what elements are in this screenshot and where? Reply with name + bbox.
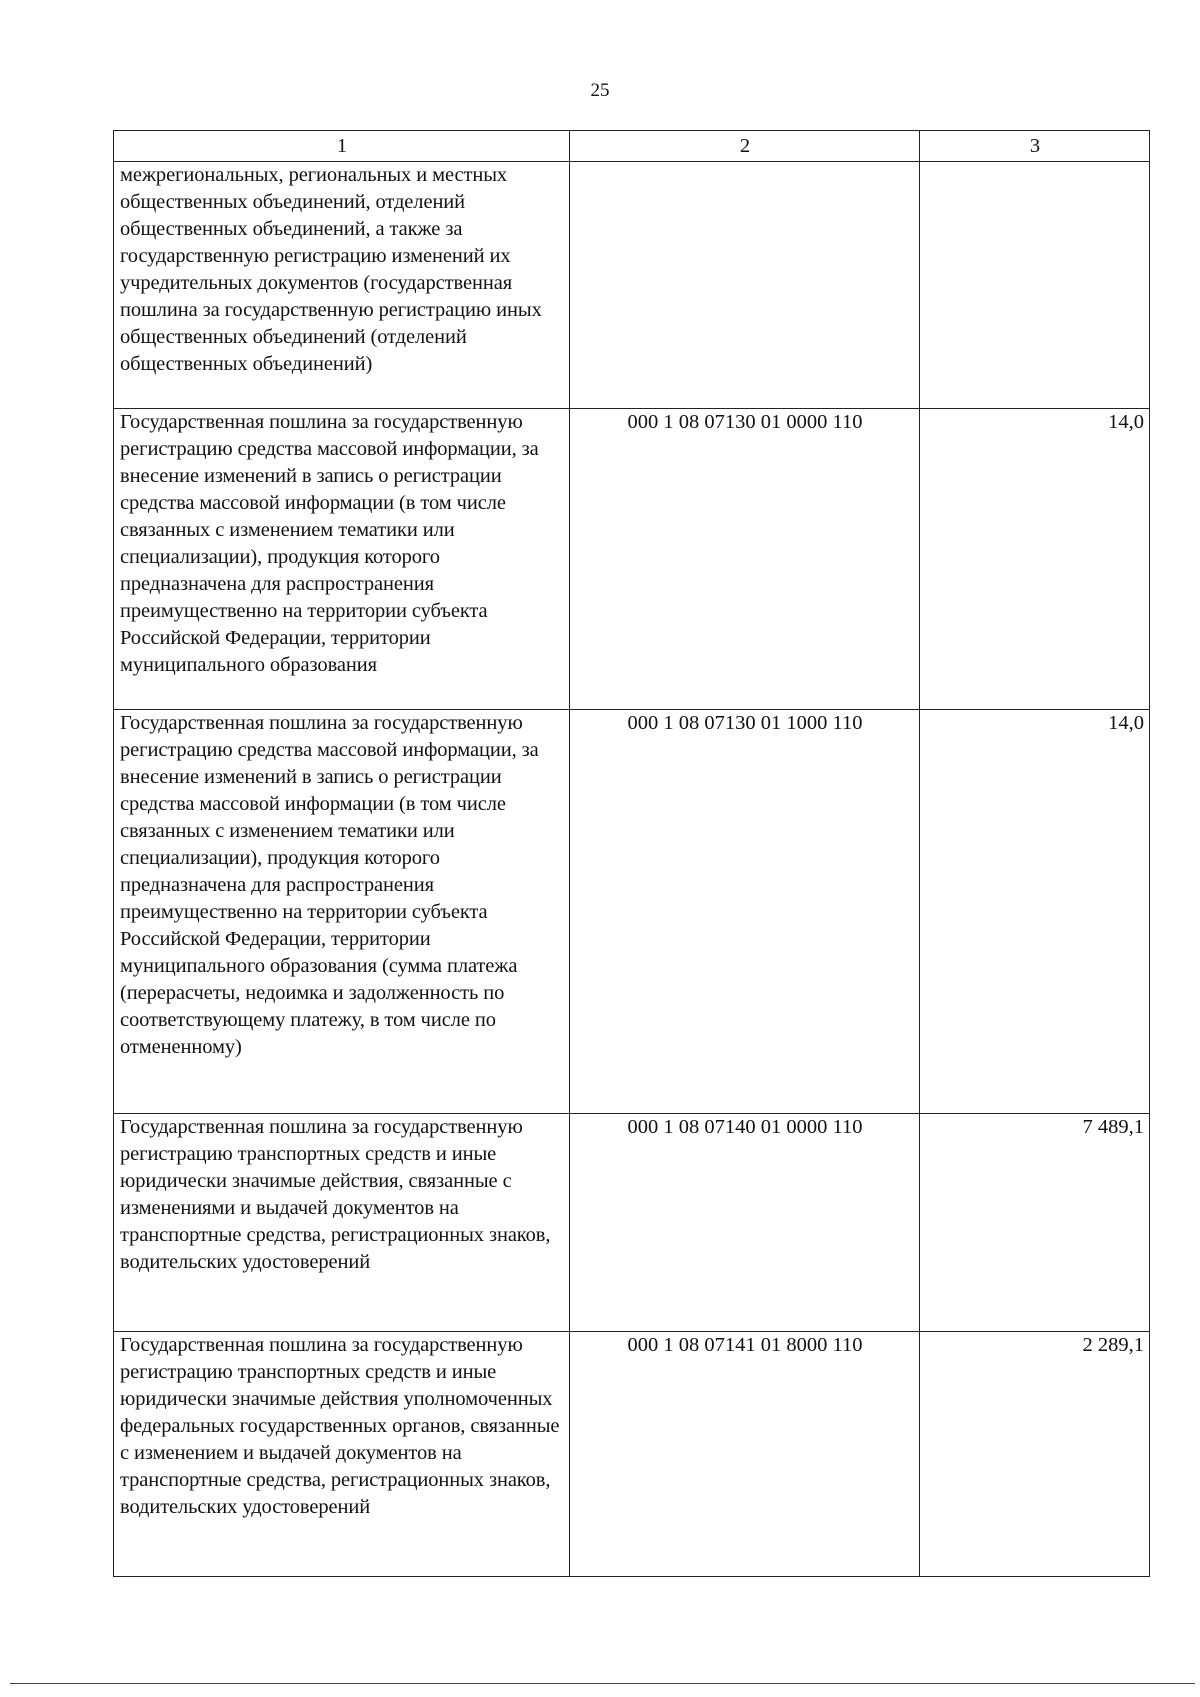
column-header-2: 2 xyxy=(570,131,920,162)
fee-description: Государственная пошлина за государственную регистрацию средства массовой информации, за внесение изменений в запись о регистрации средства массовой информации (в том числе связанных с изменением тематики или специализации), продукция которого предназначена для распространения преимущественно на территории субъекта Российской Федерации, территории муниципального образования xyxy=(114,409,570,710)
fee-description: Государственная пошлина за государственную регистрацию транспортных средств и иные юридически значимые действия уполномоченных федеральных государственных органов, связанные с изменением и выдачей документов на транспортные средства, регистрационных знаков, водительских удостоверений xyxy=(114,1332,570,1577)
budget-code: 000 1 08 07130 01 1000 110 xyxy=(570,710,920,1114)
budget-code xyxy=(570,162,920,409)
fee-description: межрегиональных, региональных и местных общественных объединений, отделений общественных объединений, а также за государственную регистрацию изменений их учредительных документов (государственная пошлина за государственную регистрацию иных общественных объединений (отделений общественных объединений) xyxy=(114,162,570,409)
table-row xyxy=(114,409,1150,710)
page-number: 25 xyxy=(590,80,610,101)
table-row xyxy=(114,1332,1150,1577)
bottom-rule xyxy=(10,1683,1195,1684)
fee-amount xyxy=(920,162,1150,409)
fee-table xyxy=(113,130,1150,1577)
budget-code: 000 1 08 07141 01 8000 110 xyxy=(570,1332,920,1577)
budget-code: 000 1 08 07130 01 0000 110 xyxy=(570,409,920,710)
table-row xyxy=(114,1114,1150,1332)
column-header-3: 3 xyxy=(920,131,1150,162)
fee-amount: 14,0 xyxy=(920,409,1150,710)
budget-code: 000 1 08 07140 01 0000 110 xyxy=(570,1114,920,1332)
table-row xyxy=(114,710,1150,1114)
fee-amount: 2 289,1 xyxy=(920,1332,1150,1577)
fee-amount: 7 489,1 xyxy=(920,1114,1150,1332)
column-header-1: 1 xyxy=(114,131,570,162)
table-row xyxy=(114,162,1150,409)
fee-description: Государственная пошлина за государственную регистрацию транспортных средств и иные юридически значимые действия, связанные с изменениями и выдачей документов на транспортные средства, регистрационных знаков, водительских удостоверений xyxy=(114,1114,570,1332)
fee-amount: 14,0 xyxy=(920,710,1150,1114)
table-header-row xyxy=(114,131,1150,162)
fee-description: Государственная пошлина за государственную регистрацию средства массовой информации, за внесение изменений в запись о регистрации средства массовой информации (в том числе связанных с изменением тематики или специализации), продукция которого предназначена для распространения преимущественно на территории субъекта Российской Федерации, территории муниципального образования (сумма платежа (перерасчеты, недоимка и задолженность по соответствующему платежу, в том числе по отмененному) xyxy=(114,710,570,1114)
